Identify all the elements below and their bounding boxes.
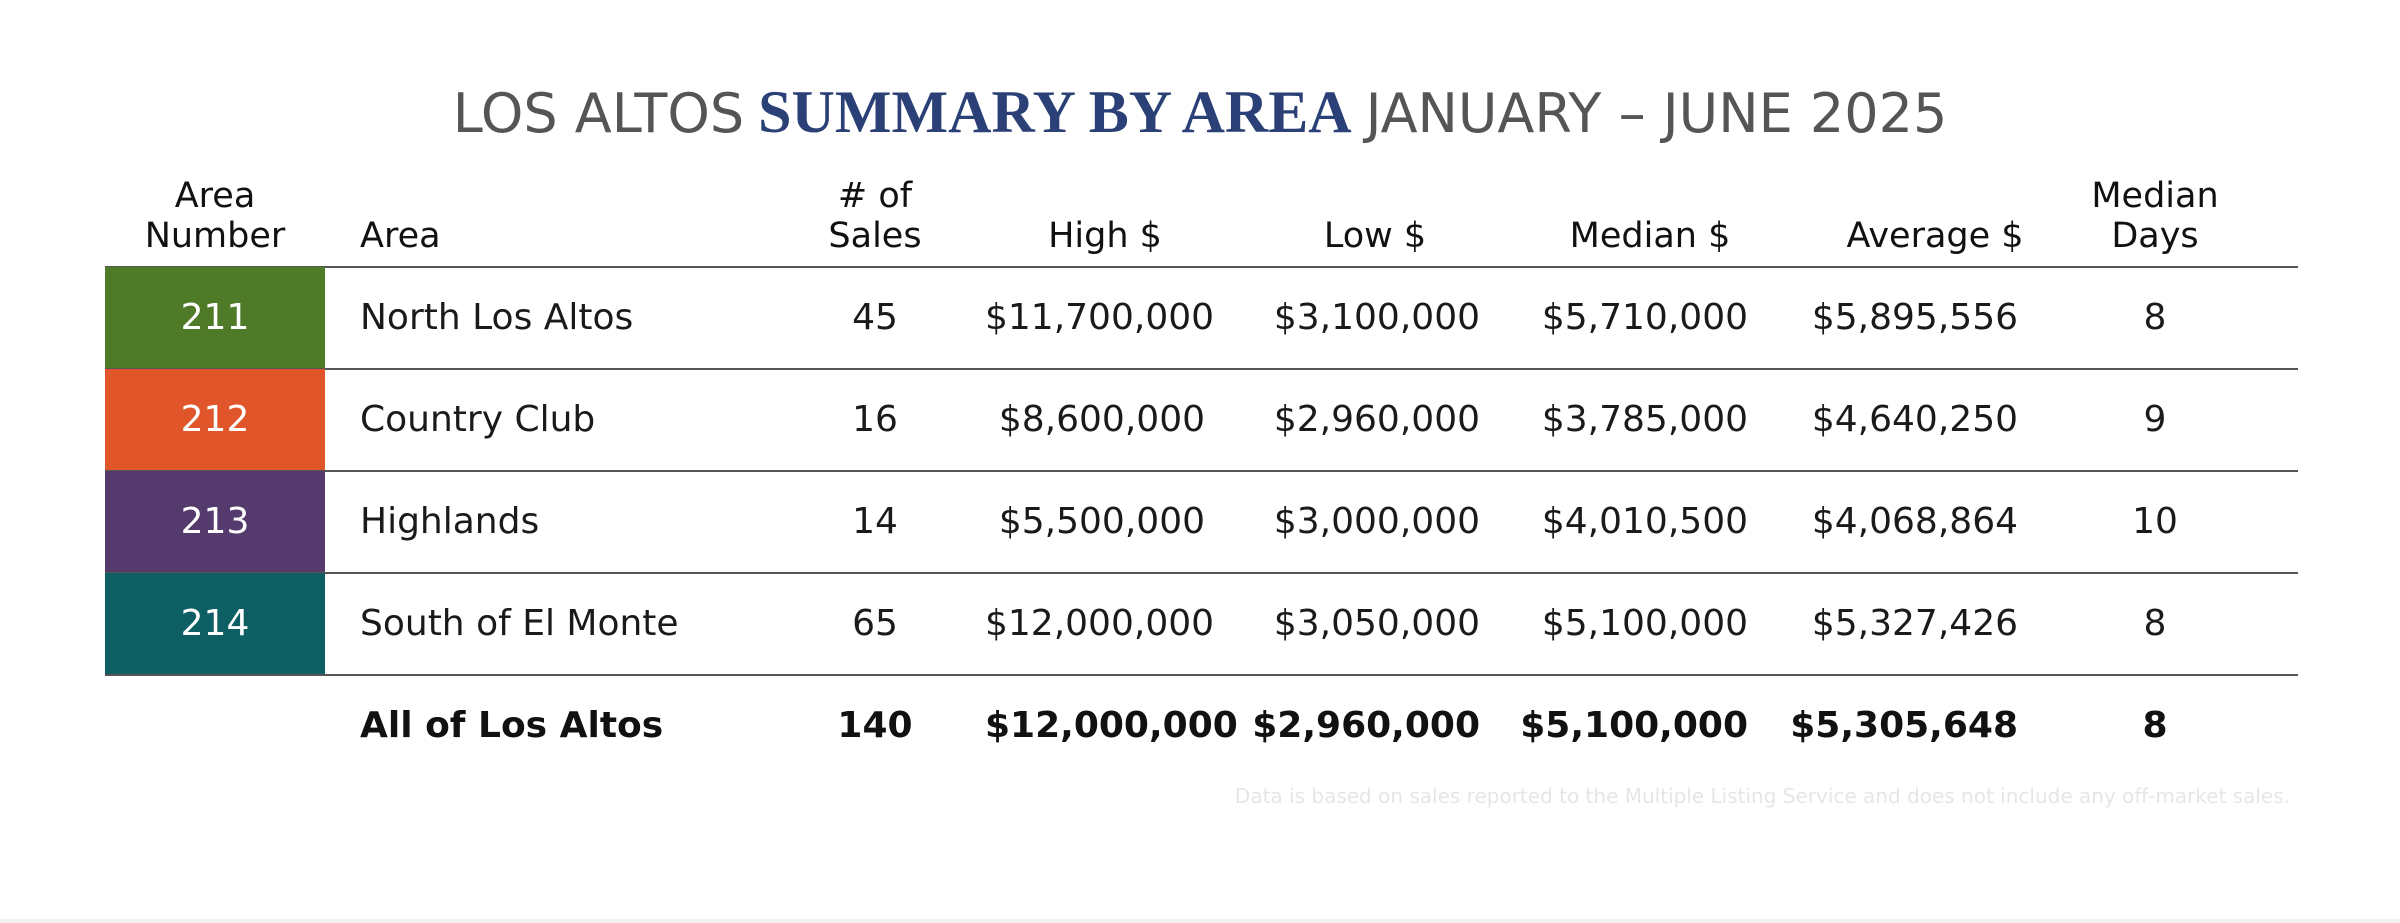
area-number-swatch: 211 (105, 267, 325, 368)
table-header (105, 168, 2298, 268)
sales-count: 65 (852, 603, 898, 644)
summary-table (105, 168, 2298, 776)
total-average-price: $5,305,648 (1790, 705, 2018, 746)
median-price: $5,710,000 (1541, 297, 1748, 338)
median-days: 8 (2143, 297, 2167, 338)
median-price: $3,785,000 (1541, 399, 1748, 440)
header-median-days: Median Days (2091, 176, 2219, 256)
area-name: North Los Altos (360, 297, 634, 338)
header-median: Median $ (1569, 216, 1731, 256)
high-price: $5,500,000 (998, 501, 1205, 542)
page-title (0, 78, 2400, 147)
table-row-total (105, 676, 2298, 776)
total-area-name: All of Los Altos (360, 705, 664, 746)
total-sales-count: 140 (837, 705, 913, 746)
header-sales: # of Sales (828, 176, 922, 256)
title-prefix: LOS ALTOS (452, 82, 745, 145)
total-median-days: 8 (2142, 705, 2168, 746)
low-price: $3,100,000 (1273, 297, 1480, 338)
median-price: $5,100,000 (1541, 603, 1748, 644)
median-price: $4,010,500 (1541, 501, 1748, 542)
total-median-price: $5,100,000 (1520, 705, 1748, 746)
area-name: Country Club (360, 399, 596, 440)
low-price: $3,000,000 (1273, 501, 1480, 542)
title-accent: SUMMARY BY AREA (758, 79, 1352, 145)
total-low-price: $2,960,000 (1252, 705, 1480, 746)
median-days: 10 (2132, 501, 2178, 542)
average-price: $4,068,864 (1811, 501, 2018, 542)
area-name: Highlands (360, 501, 540, 542)
low-price: $2,960,000 (1273, 399, 1480, 440)
table-row-214 (105, 574, 2298, 676)
table-row-212 (105, 370, 2298, 472)
header-area-number: Area Number (144, 176, 286, 256)
area-number-swatch: 212 (105, 369, 325, 470)
low-price: $3,050,000 (1273, 603, 1480, 644)
total-high-price: $12,000,000 (985, 705, 1238, 746)
title-suffix: JANUARY – JUNE 2025 (1365, 82, 1948, 145)
footnote: Data is based on sales reported to the Multiple Listing Service and does not include any off-market sales. (1234, 784, 2290, 808)
table-row-211 (105, 268, 2298, 370)
table-row-213 (105, 472, 2298, 574)
area-name: South of El Monte (360, 603, 679, 644)
high-price: $8,600,000 (998, 399, 1205, 440)
high-price: $12,000,000 (985, 603, 1215, 644)
header-high: High $ (1048, 216, 1162, 256)
sales-count: 45 (852, 297, 898, 338)
high-price: $11,700,000 (985, 297, 1215, 338)
header-area: Area (360, 216, 441, 256)
median-days: 8 (2143, 603, 2167, 644)
average-price: $5,895,556 (1811, 297, 2018, 338)
area-number-swatch: 213 (105, 471, 325, 572)
bottom-divider (0, 919, 2400, 923)
header-low: Low $ (1323, 216, 1427, 256)
header-average: Average $ (1846, 216, 2024, 256)
average-price: $5,327,426 (1811, 603, 2018, 644)
median-days: 9 (2143, 399, 2167, 440)
average-price: $4,640,250 (1811, 399, 2018, 440)
sales-count: 16 (852, 399, 898, 440)
sales-count: 14 (852, 501, 898, 542)
area-number-swatch: 214 (105, 573, 325, 674)
